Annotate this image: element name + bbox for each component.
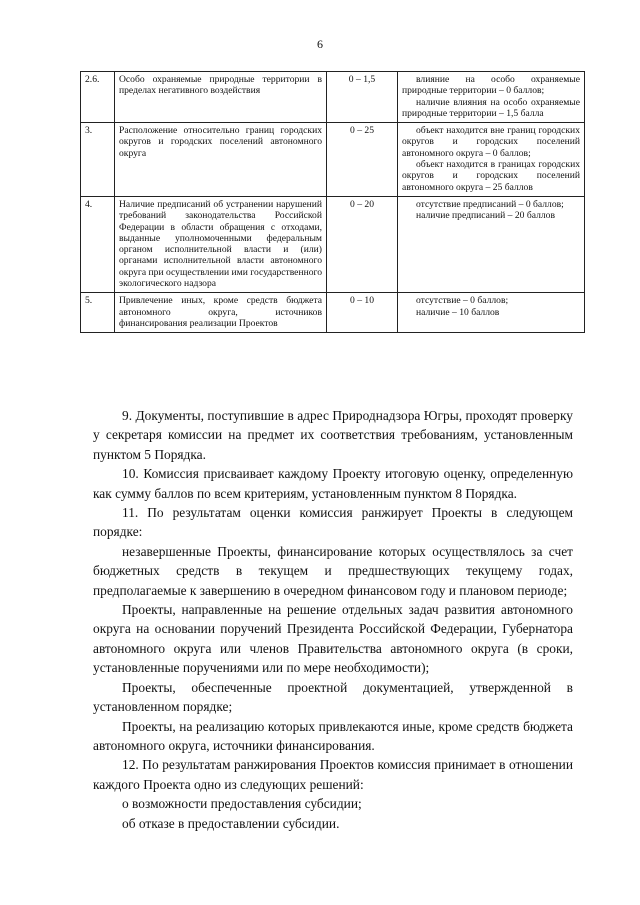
row-number: 3.: [81, 123, 115, 197]
evaluation-line: наличие предписаний – 20 баллов: [416, 210, 555, 222]
evaluation-line: наличие влияния на особо охраняемые природные территории – 1,5 балла: [402, 96, 580, 119]
table-row: [81, 293, 585, 333]
ranking-cofinanced-projects: Проекты, на реализацию которых привлекаются иные, кроме средств бюджета автономного округа, источники финансирования.: [93, 718, 573, 753]
evaluation-line: отсутствие предписаний – 0 баллов;: [416, 198, 564, 210]
ranking-unfinished-projects: незавершенные Проекты, финансирование которых осуществлялось за счет бюджетных средств в текущем и предшествующих текущему годах, предполагаемые к завершению в очередном финансовом году и плановом периоде;: [93, 543, 573, 598]
row-number: 4.: [81, 196, 115, 292]
decision-refuse: об отказе в предоставлении субсидии.: [122, 815, 340, 831]
page-number: 6: [317, 37, 323, 51]
evaluation-cell: [398, 72, 585, 123]
paragraph-item-11: 11. По результатам оценки комиссия ранжирует Проекты в следующем порядке:: [93, 505, 573, 540]
row-number: 2.6.: [81, 72, 115, 123]
points-range-cell: 0 – 20: [327, 196, 398, 292]
evaluation-cell: [398, 196, 585, 292]
table-row: [81, 72, 585, 123]
criterion-cell: Особо охраняемые природные территории в пределах негативного воздействия: [115, 72, 327, 123]
decision-grant: о возможности предоставления субсидии;: [122, 796, 362, 812]
paragraph-item-12: 12. По результатам ранжирования Проектов комиссия принимает в отношении каждого Проекта одно из следующих решений:: [93, 757, 573, 792]
body-text: [93, 406, 573, 833]
table-row: [81, 196, 585, 292]
criteria-table: [80, 71, 585, 333]
points-range-cell: 0 – 1,5: [327, 72, 398, 123]
criterion-cell: Наличие предписаний об устранении нарушений требований законодательства Российской Федерации в области обращения с отходами, выданные уполномоченными федеральным органом исполнительной власти и (или) органами исполнительной власти автономного округа при осуществлении ими государственного экологического надзора: [115, 196, 327, 292]
evaluation-cell: [398, 293, 585, 333]
table-row: [81, 123, 585, 197]
ranking-orders-projects: Проекты, направленные на решение отдельных задач развития автономного округа на основании поручений Президента Российской Федерации, Губернатора автономного округа или членов Правительства автономного округа (в сроки, установленные поручениями или по мере необходимости);: [93, 602, 573, 676]
evaluation-line: отсутствие – 0 баллов;: [416, 295, 509, 307]
criterion-cell: Привлечение иных, кроме средств бюджета автономного округа, источников финансирования реализации Проектов: [115, 293, 327, 333]
ranking-documented-projects: Проекты, обеспеченные проектной документацией, утвержденной в установленном порядке;: [93, 679, 573, 715]
paragraph-item-9: 9. Документы, поступившие в адрес Природнадзора Югры, проходят проверку у секретаря комиссии на предмет их соответствия требованиям, установленным пунктом 5 Порядка.: [93, 408, 573, 462]
row-number: 5.: [81, 293, 115, 333]
criterion-cell: Расположение относительно границ городских округов и городских поселений автономного округа: [115, 123, 327, 197]
evaluation-line: объект находится в границах городских округов и городских поселений автономного округа – 25 баллов: [402, 159, 580, 193]
paragraph-item-10: 10. Комиссия присваивает каждому Проекту итоговую оценку, определенную как сумму баллов по всем критериям, установленным пунктом 8 Порядка.: [93, 466, 573, 501]
evaluation-line: наличие – 10 баллов: [416, 306, 500, 318]
evaluation-cell: [398, 123, 585, 197]
evaluation-line: влияние на особо охраняемые природные территории – 0 баллов;: [402, 74, 580, 97]
evaluation-line: объект находится вне границ городских округов и городских поселений автономного округа – 0 баллов;: [402, 125, 580, 159]
points-range-cell: 0 – 25: [327, 123, 398, 197]
points-range-cell: 0 – 10: [327, 293, 398, 333]
